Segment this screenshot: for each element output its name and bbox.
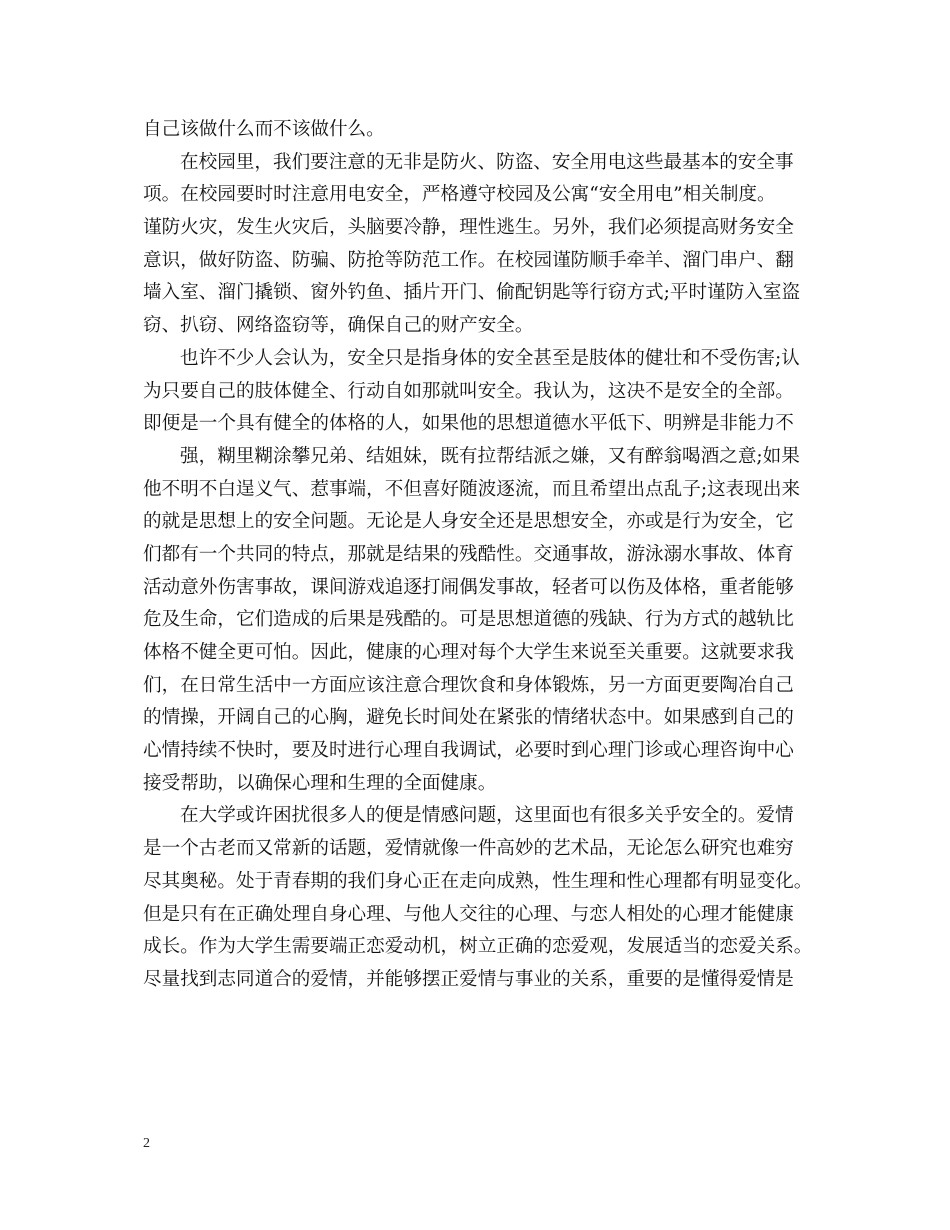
- text-line: 他不明不白逞义气、惹事端，不但喜好随波逐流，而且希望出点乱子;这表现出来: [143, 478, 801, 500]
- text-line: 即便是一个具有健全的体格的人，如果他的思想道德水平低下、明辨是非能力不: [143, 413, 794, 435]
- text-line: 墙入室、溜门撬锁、窗外钓鱼、插片开门、偷配钥匙等行窃方式;平时谨防入室盗: [143, 282, 801, 304]
- text-line: 尽其奥秘。处于青春期的我们身心正在走向成熟，性生理和性心理都有明显变化。: [143, 870, 813, 892]
- page-number: 2: [143, 1136, 150, 1151]
- text-line: 们，在日常生活中一方面应该注意合理饮食和身体锻炼，另一方面更要陶冶自己: [143, 674, 794, 696]
- text-line: 是一个古老而又常新的话题，爱情就像一件高妙的艺术品，无论怎么研究也难穷: [143, 838, 794, 860]
- text-line: 窃、扒窃、网络盗窃等，确保自己的财产安全。: [143, 315, 534, 337]
- body-text: [143, 114, 823, 997]
- text-line: 活动意外伤害事故，课间游戏追逐打闹偶发事故，轻者可以伤及体格，重者能够: [143, 576, 794, 598]
- text-line: 在校园里，我们要注意的无非是防火、防盗、安全用电这些最基本的安全事: [180, 151, 794, 173]
- text-line: 成长。作为大学生需要端正恋爱动机，树立正确的恋爱观，发展适当的恋爱关系。: [143, 936, 813, 958]
- text-line: 也许不少人会认为，安全只是指身体的安全甚至是肢体的健壮和不受伤害;认: [180, 347, 800, 369]
- text-line: 自己该做什么而不该做什么。: [143, 119, 385, 140]
- text-line: 项。在校园要时时注意用电安全，严格遵守校园及公寓“安全用电”相关制度。: [143, 184, 776, 206]
- text-line: 危及生命，它们造成的后果是残酷的。可是思想道德的残缺、行为方式的越轨比: [143, 609, 794, 631]
- text-line: 在大学或许困扰很多人的便是情感问题，这里面也有很多关乎安全的。爱情: [180, 805, 794, 827]
- text-line: 心情持续不快时，要及时进行心理自我调试，必要时到心理门诊或心理咨询中心: [143, 740, 794, 762]
- text-line: 谨防火灾，发生火灾后，头脑要冷静，理性逃生。另外，我们必须提高财务安全: [143, 217, 794, 239]
- text-line: 的就是思想上的安全问题。无论是人身安全还是思想安全，亦或是行为安全，它: [143, 511, 794, 533]
- text-line: 但是只有在正确处理自身心理、与他人交往的心理、与恋人相处的心理才能健康: [143, 903, 794, 925]
- text-line: 尽量找到志同道合的爱情，并能够摆正爱情与事业的关系，重要的是懂得爱情是: [143, 968, 794, 990]
- text-line: 体格不健全更可怕。因此，健康的心理对每个大学生来说至关重要。这就要求我: [143, 642, 794, 663]
- text-line: 意识，做好防盗、防骗、防抢等防范工作。在校园谨防顺手牵羊、溜门串户、翻: [143, 249, 794, 271]
- text-line: 强，糊里糊涂攀兄弟、结姐妹，既有拉帮结派之嫌，又有醉翁喝酒之意;如果: [180, 445, 800, 467]
- text-line: 接受帮助，以确保心理和生理的全面健康。: [143, 772, 497, 794]
- text-line: 们都有一个共同的特点，那就是结果的残酷性。交通事故，游泳溺水事故、体育: [143, 543, 794, 565]
- text-line: 的情操，开阔自己的心胸，避免长时间处在紧张的情绪状态中。如果感到自己的: [143, 707, 794, 729]
- text-line: 为只要自己的肢体健全、行动自如那就叫安全。我认为，这决不是安全的全部。: [143, 380, 794, 402]
